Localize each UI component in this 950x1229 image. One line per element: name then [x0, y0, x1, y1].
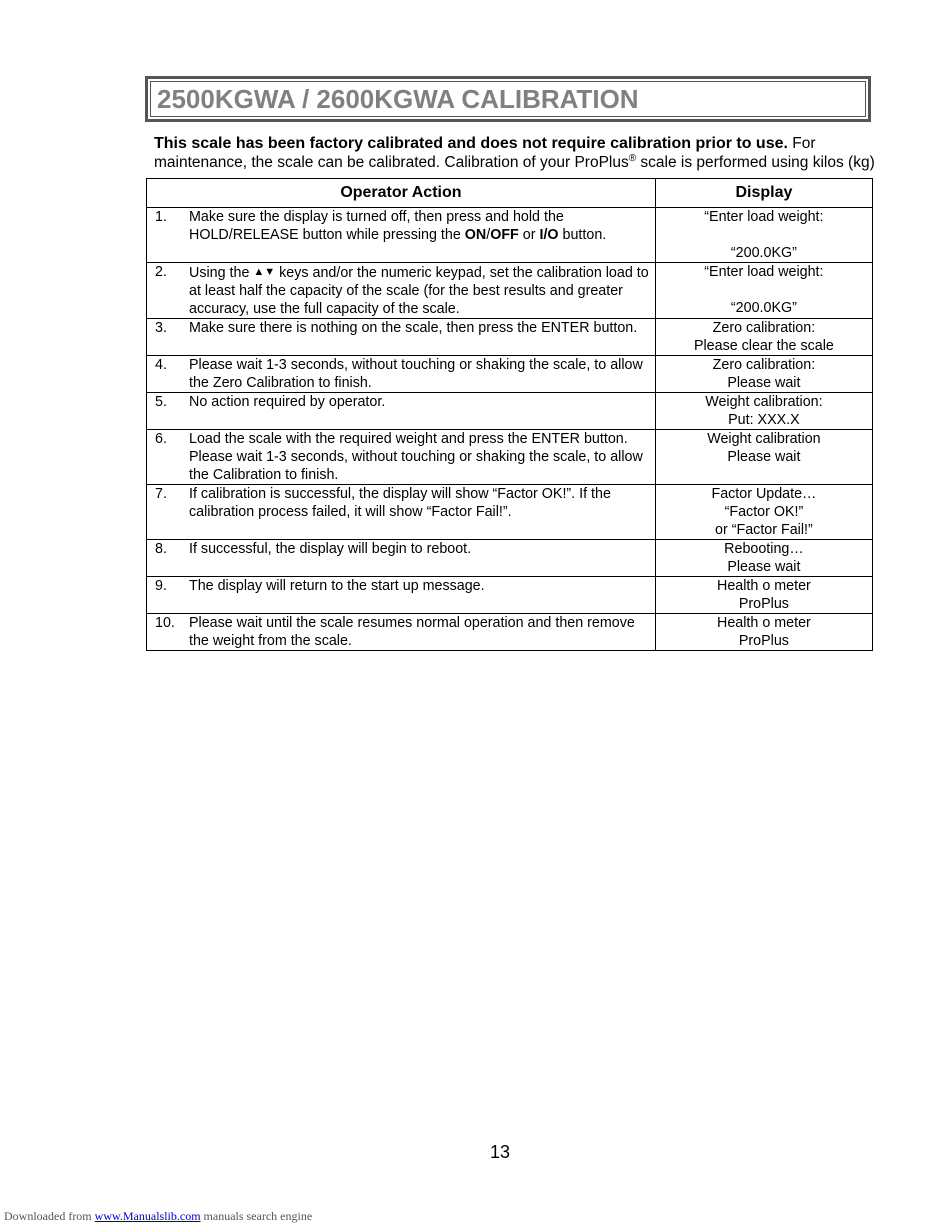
display-cell [655, 430, 872, 485]
display-line: Factor Update… [711, 486, 817, 502]
page-number: 13 [489, 1142, 511, 1162]
table-row [147, 540, 873, 577]
step-wrapper [147, 540, 655, 558]
operator-action-cell [147, 540, 656, 577]
step-number: 3. [155, 320, 167, 336]
registered-mark: ® [628, 152, 637, 164]
step-text-segment: No action required by operator. [189, 394, 386, 410]
operator-action-cell [147, 485, 656, 540]
step-text [189, 356, 651, 392]
step-text [189, 263, 651, 318]
table-row [147, 319, 873, 356]
display-line: or “Factor Fail!” [715, 522, 813, 538]
table-row [147, 485, 873, 540]
operator-action-cell [147, 208, 656, 263]
operator-action-cell [147, 319, 656, 356]
step-text-bold: ON [464, 227, 487, 243]
header-operator-action: Operator Action [147, 179, 656, 208]
step-text-segment: The display will return to the start up message. [189, 578, 485, 594]
table-header-row [147, 179, 873, 208]
step-number: 9. [155, 578, 167, 594]
table-row [147, 614, 873, 651]
title-box [145, 76, 871, 122]
display-cell [655, 485, 872, 540]
display-line: “Enter load weight: [704, 264, 824, 280]
step-wrapper [147, 356, 655, 392]
step-wrapper [147, 208, 655, 244]
operator-action-cell [147, 577, 656, 614]
step-text [189, 208, 651, 244]
step-text-bold: OFF [490, 227, 519, 243]
step-text-segment: Make sure there is nothing on the scale, then press the ENTER button. [189, 320, 638, 336]
display-line: Zero calibration: [712, 320, 816, 336]
operator-action-cell [147, 430, 656, 485]
up-down-arrows-icon: ▲▼ [253, 266, 276, 278]
display-line: Please wait [727, 559, 801, 575]
display-cell [655, 319, 872, 356]
table-body [147, 208, 873, 651]
step-text-segment: or [518, 227, 540, 243]
step-number: 8. [155, 541, 167, 557]
step-wrapper [147, 263, 655, 318]
display-line [656, 226, 872, 244]
step-text [189, 485, 651, 521]
footer-suffix: manuals search engine [200, 1209, 313, 1223]
step-text [189, 319, 651, 337]
step-number: 5. [155, 394, 167, 410]
intro-bold-statement: This scale has been factory calibrated and does not require calibration prior to use. [154, 135, 788, 152]
step-wrapper [147, 485, 655, 521]
table-row [147, 208, 873, 263]
step-text [189, 393, 651, 411]
step-text-segment: keys and/or the numeric keypad, set the calibration load to at least half the capacity of the scale (for the best results and greater accuracy, use the full capacity of the scale. [189, 265, 649, 317]
step-number: 6. [155, 431, 167, 447]
table-row [147, 263, 873, 319]
display-line [656, 281, 872, 299]
footer [4, 1209, 312, 1224]
display-line: “Factor OK!” [724, 504, 804, 520]
display-line: Rebooting… [724, 541, 804, 557]
display-line: ProPlus [738, 596, 789, 612]
step-wrapper [147, 430, 655, 484]
intro-text-b: scale is performed using kilos (kg) [636, 154, 875, 171]
step-number: 1. [155, 209, 167, 225]
display-line: Put: XXX.X [728, 412, 800, 428]
display-line: Weight calibration [707, 431, 821, 447]
title-inner-frame [150, 81, 866, 117]
operator-action-cell [147, 393, 656, 430]
step-text-segment: If successful, the display will begin to reboot. [189, 541, 472, 557]
display-line: Please wait [727, 449, 801, 465]
display-line: Health o meter [717, 578, 811, 594]
footer-prefix: Downloaded from [4, 1209, 95, 1223]
display-cell [655, 577, 872, 614]
table-row [147, 393, 873, 430]
page-title: 2500KGWA / 2600KGWA CALIBRATION [157, 83, 639, 114]
display-line: Zero calibration: [712, 357, 816, 373]
table-row [147, 577, 873, 614]
step-text [189, 430, 651, 484]
display-line: ProPlus [738, 633, 789, 649]
header-display: Display [655, 179, 872, 208]
intro-paragraph [154, 134, 884, 172]
step-text [189, 540, 651, 558]
display-line: Health o meter [717, 615, 811, 631]
display-line: Please clear the scale [693, 338, 834, 354]
operator-action-cell [147, 614, 656, 651]
step-text-segment: Load the scale with the required weight and press the ENTER button. Please wait 1-3 seconds, without touching or shaking the scale, to allow the Calibration to finish. [189, 431, 643, 483]
display-cell [655, 356, 872, 393]
table-row [147, 430, 873, 485]
operator-action-cell [147, 356, 656, 393]
intro-text-a: For maintenance, the scale can be calibrated. Calibration of your ProPlus [154, 135, 816, 171]
display-line: Please wait [727, 375, 801, 391]
step-text-segment: Please wait 1-3 seconds, without touching or shaking the scale, to allow the Zero Calibration to finish. [189, 357, 643, 391]
step-text [189, 614, 651, 650]
step-text-segment: / [486, 227, 491, 243]
display-line: “200.0KG” [730, 300, 797, 316]
footer-link[interactable]: www.Manualslib.com [94, 1209, 201, 1223]
step-text-bold: I/O [539, 227, 559, 243]
step-number: 7. [155, 486, 167, 502]
display-line: Weight calibration: [705, 394, 823, 410]
display-line: “200.0KG” [730, 245, 797, 261]
operator-action-cell [147, 263, 656, 319]
step-wrapper [147, 319, 655, 337]
display-cell [655, 614, 872, 651]
step-number: 10. [155, 615, 175, 631]
step-text-segment: button. [558, 227, 607, 243]
step-number: 2. [155, 264, 167, 280]
step-wrapper [147, 393, 655, 411]
step-text-segment: Please wait until the scale resumes normal operation and then remove the weight from the scale. [189, 615, 635, 649]
step-wrapper [147, 614, 655, 650]
table-row [147, 356, 873, 393]
display-cell [655, 393, 872, 430]
display-line: “Enter load weight: [704, 209, 824, 225]
display-cell [655, 208, 872, 263]
step-text-segment: Using the [189, 265, 254, 281]
step-text [189, 577, 651, 595]
step-number: 4. [155, 357, 167, 373]
step-text-segment: Make sure the display is turned off, then press and hold the HOLD/RELEASE button while pressing the [189, 209, 564, 243]
step-text-segment: If calibration is successful, the display will show “Factor OK!”. If the calibration process failed, it will show “Factor Fail!”. [189, 486, 611, 520]
step-wrapper [147, 577, 655, 595]
display-cell [655, 540, 872, 577]
display-cell [655, 263, 872, 319]
calibration-table [146, 178, 873, 651]
